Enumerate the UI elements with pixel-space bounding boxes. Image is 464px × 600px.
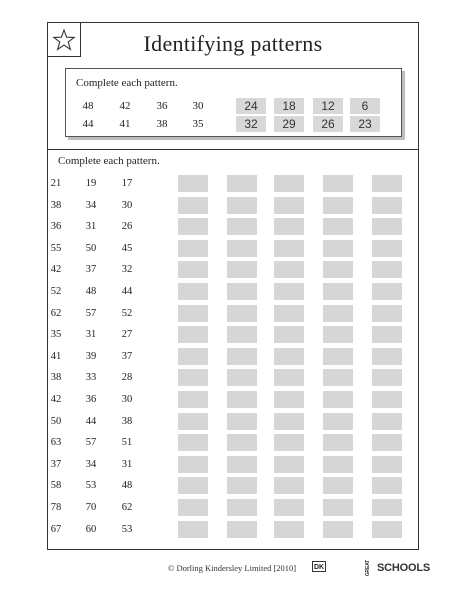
pattern-number: 44: [85, 415, 97, 427]
pattern-number: 36: [50, 221, 62, 233]
answer-blank[interactable]: [178, 456, 208, 473]
answer-blank[interactable]: [274, 456, 304, 473]
answer-blank[interactable]: [323, 369, 353, 386]
pattern-number: 55: [50, 242, 62, 254]
answer-blank[interactable]: [274, 499, 304, 516]
divider: [48, 149, 418, 150]
pattern-number: 50: [50, 415, 62, 427]
example-answer-box: 18: [274, 98, 304, 114]
pattern-number: 30: [121, 199, 133, 211]
pattern-row: [48, 477, 418, 495]
answer-blank[interactable]: [274, 240, 304, 257]
answer-blank[interactable]: [227, 456, 257, 473]
answer-blank[interactable]: [227, 261, 257, 278]
pattern-number: 31: [85, 221, 97, 233]
answer-blank[interactable]: [372, 369, 402, 386]
example-row: [66, 116, 401, 132]
answer-blank[interactable]: [227, 326, 257, 343]
pattern-number: 41: [50, 350, 62, 362]
answer-blank[interactable]: [227, 369, 257, 386]
example-answer-box: 6: [350, 98, 380, 114]
pattern-number: 48: [85, 286, 97, 297]
pattern-number: 34: [85, 458, 97, 470]
pattern-row: [48, 175, 418, 193]
answer-blank[interactable]: [323, 413, 353, 430]
example-answer-box: 12: [313, 98, 343, 114]
answer-blank[interactable]: [372, 391, 402, 408]
answer-blank[interactable]: [227, 348, 257, 365]
answer-blank[interactable]: [323, 477, 353, 494]
example-given-number: 41: [119, 118, 131, 130]
pattern-number: 28: [121, 372, 133, 384]
pattern-row: [48, 499, 418, 517]
answer-blank[interactable]: [372, 413, 402, 430]
instruction: Complete each pattern.: [58, 155, 160, 167]
answer-blank[interactable]: [323, 521, 353, 538]
answer-blank[interactable]: [372, 283, 402, 300]
answer-blank[interactable]: [274, 326, 304, 343]
pattern-number: 21: [50, 178, 62, 189]
answer-blank[interactable]: [274, 521, 304, 538]
pattern-number: 31: [85, 329, 97, 341]
answer-blank[interactable]: [372, 218, 402, 235]
example-answer-box: 24: [236, 98, 266, 114]
pattern-number: 31: [121, 458, 133, 470]
pattern-row: [48, 305, 418, 323]
example-row: [66, 98, 401, 114]
pattern-row: [48, 391, 418, 409]
answer-blank[interactable]: [323, 305, 353, 322]
example-answer-box: 29: [274, 116, 304, 132]
pattern-row: [48, 369, 418, 387]
worksheet: [47, 22, 419, 550]
example-given-number: 44: [82, 118, 94, 130]
pattern-row: [48, 521, 418, 539]
pattern-number: 51: [121, 437, 133, 449]
pattern-number: 17: [121, 178, 133, 189]
example-answer-box: 26: [313, 116, 343, 132]
answer-blank[interactable]: [274, 477, 304, 494]
pattern-number: 37: [50, 458, 62, 470]
answer-blank[interactable]: [274, 434, 304, 451]
answer-blank[interactable]: [323, 499, 353, 516]
answer-blank[interactable]: [372, 456, 402, 473]
answer-blank[interactable]: [178, 391, 208, 408]
answer-blank[interactable]: [227, 477, 257, 494]
pattern-number: 62: [50, 307, 62, 319]
pattern-number: 52: [121, 307, 133, 319]
pattern-number: 36: [85, 394, 97, 405]
pattern-number: 62: [121, 502, 133, 513]
example-given-number: 36: [156, 100, 168, 112]
example-given-number: 42: [119, 100, 131, 112]
pattern-number: 38: [50, 199, 62, 211]
answer-blank[interactable]: [372, 348, 402, 365]
answer-blank[interactable]: [323, 456, 353, 473]
answer-blank[interactable]: [227, 413, 257, 430]
answer-blank[interactable]: [323, 348, 353, 365]
answer-blank[interactable]: [178, 240, 208, 257]
answer-blank[interactable]: [323, 197, 353, 214]
answer-blank[interactable]: [227, 175, 257, 192]
pattern-number: 37: [121, 350, 133, 362]
answer-blank[interactable]: [178, 175, 208, 192]
answer-blank[interactable]: [372, 499, 402, 516]
answer-blank[interactable]: [178, 283, 208, 300]
answer-blank[interactable]: [372, 305, 402, 322]
answer-blank[interactable]: [227, 197, 257, 214]
answer-blank[interactable]: [274, 348, 304, 365]
answer-blank[interactable]: [323, 175, 353, 192]
pattern-number: 34: [85, 199, 97, 211]
answer-blank[interactable]: [227, 434, 257, 451]
pattern-number: 26: [121, 221, 133, 233]
pattern-row: [48, 434, 418, 452]
pattern-number: 78: [50, 502, 62, 513]
answer-blank[interactable]: [178, 477, 208, 494]
answer-blank[interactable]: [178, 305, 208, 322]
pattern-number: 53: [121, 523, 133, 535]
pattern-number: 19: [85, 178, 97, 189]
pattern-number: 42: [50, 394, 62, 405]
answer-blank[interactable]: [323, 283, 353, 300]
answer-blank[interactable]: [323, 240, 353, 257]
answer-blank[interactable]: [274, 283, 304, 300]
answer-blank[interactable]: [274, 369, 304, 386]
example-given-number: 30: [192, 100, 204, 112]
answer-blank[interactable]: [178, 434, 208, 451]
answer-blank[interactable]: [178, 413, 208, 430]
answer-blank[interactable]: [227, 305, 257, 322]
pattern-row: [48, 218, 418, 236]
answer-blank[interactable]: [178, 521, 208, 538]
answer-blank[interactable]: [227, 521, 257, 538]
answer-blank[interactable]: [178, 261, 208, 278]
answer-blank[interactable]: [274, 218, 304, 235]
pattern-row: [48, 261, 418, 279]
pattern-number: 70: [85, 502, 97, 513]
pattern-number: 53: [85, 480, 97, 492]
answer-blank[interactable]: [372, 326, 402, 343]
copyright-text: © Dorling Kindersley Limited [2010]: [167, 563, 297, 573]
dk-logo: DK: [312, 561, 326, 572]
answer-blank[interactable]: [274, 391, 304, 408]
pattern-row: [48, 240, 418, 258]
example-answer-box: 23: [350, 116, 380, 132]
pattern-number: 57: [85, 307, 97, 319]
answer-blank[interactable]: [372, 434, 402, 451]
answer-blank[interactable]: [372, 261, 402, 278]
pattern-number: 37: [85, 264, 97, 276]
pattern-number: 27: [121, 329, 133, 341]
brand-name: SCHOOLS: [377, 561, 430, 574]
answer-blank[interactable]: [274, 175, 304, 192]
pattern-number: 50: [85, 242, 97, 254]
answer-blank[interactable]: [178, 348, 208, 365]
pattern-row: [48, 413, 418, 431]
example-answer-box: 32: [236, 116, 266, 132]
example-given-number: 48: [82, 100, 94, 112]
answer-blank[interactable]: [323, 391, 353, 408]
answer-blank[interactable]: [323, 326, 353, 343]
answer-blank[interactable]: [274, 413, 304, 430]
answer-blank[interactable]: [227, 283, 257, 300]
pattern-row: [48, 456, 418, 474]
answer-blank[interactable]: [372, 521, 402, 538]
pattern-row: [48, 197, 418, 215]
pattern-number: 57: [85, 437, 97, 449]
pattern-number: 48: [121, 480, 133, 492]
pattern-number: 45: [121, 242, 133, 254]
pattern-number: 67: [50, 523, 62, 535]
pattern-number: 30: [121, 394, 133, 405]
pattern-number: 38: [121, 415, 133, 427]
answer-blank[interactable]: [372, 197, 402, 214]
example-instruction: Complete each pattern.: [76, 77, 178, 89]
pattern-row: [48, 283, 418, 301]
answer-blank[interactable]: [323, 434, 353, 451]
answer-blank[interactable]: [178, 369, 208, 386]
answer-blank[interactable]: [372, 477, 402, 494]
answer-blank[interactable]: [323, 218, 353, 235]
pattern-number: 33: [85, 372, 97, 384]
answer-blank[interactable]: [372, 175, 402, 192]
pattern-number: 58: [50, 480, 62, 492]
answer-blank[interactable]: [178, 499, 208, 516]
pattern-number: 63: [50, 437, 62, 449]
pattern-number: 35: [50, 329, 62, 341]
pattern-number: 60: [85, 523, 97, 535]
answer-blank[interactable]: [323, 261, 353, 278]
answer-blank[interactable]: [178, 218, 208, 235]
pattern-row: [48, 326, 418, 344]
example-given-number: 38: [156, 118, 168, 130]
pattern-number: 44: [121, 286, 133, 297]
pattern-row: [48, 348, 418, 366]
example-given-number: 35: [192, 118, 204, 130]
answer-blank[interactable]: [178, 197, 208, 214]
answer-blank[interactable]: [227, 499, 257, 516]
answer-blank[interactable]: [227, 218, 257, 235]
title-section: [48, 23, 418, 149]
pattern-number: 39: [85, 350, 97, 362]
answer-blank[interactable]: [227, 240, 257, 257]
example-box: [65, 68, 402, 137]
brand-small: GREAT: [365, 560, 371, 577]
answer-blank[interactable]: [372, 240, 402, 257]
answer-blank[interactable]: [178, 326, 208, 343]
answer-blank[interactable]: [274, 261, 304, 278]
answer-blank[interactable]: [227, 391, 257, 408]
greatschools-logo: [361, 560, 430, 577]
answer-blank[interactable]: [274, 197, 304, 214]
page-title: Identifying patterns: [143, 31, 323, 56]
pattern-number: 32: [121, 264, 133, 276]
pattern-number: 42: [50, 264, 62, 276]
pattern-number: 38: [50, 372, 62, 384]
answer-blank[interactable]: [274, 305, 304, 322]
pattern-number: 52: [50, 286, 62, 297]
